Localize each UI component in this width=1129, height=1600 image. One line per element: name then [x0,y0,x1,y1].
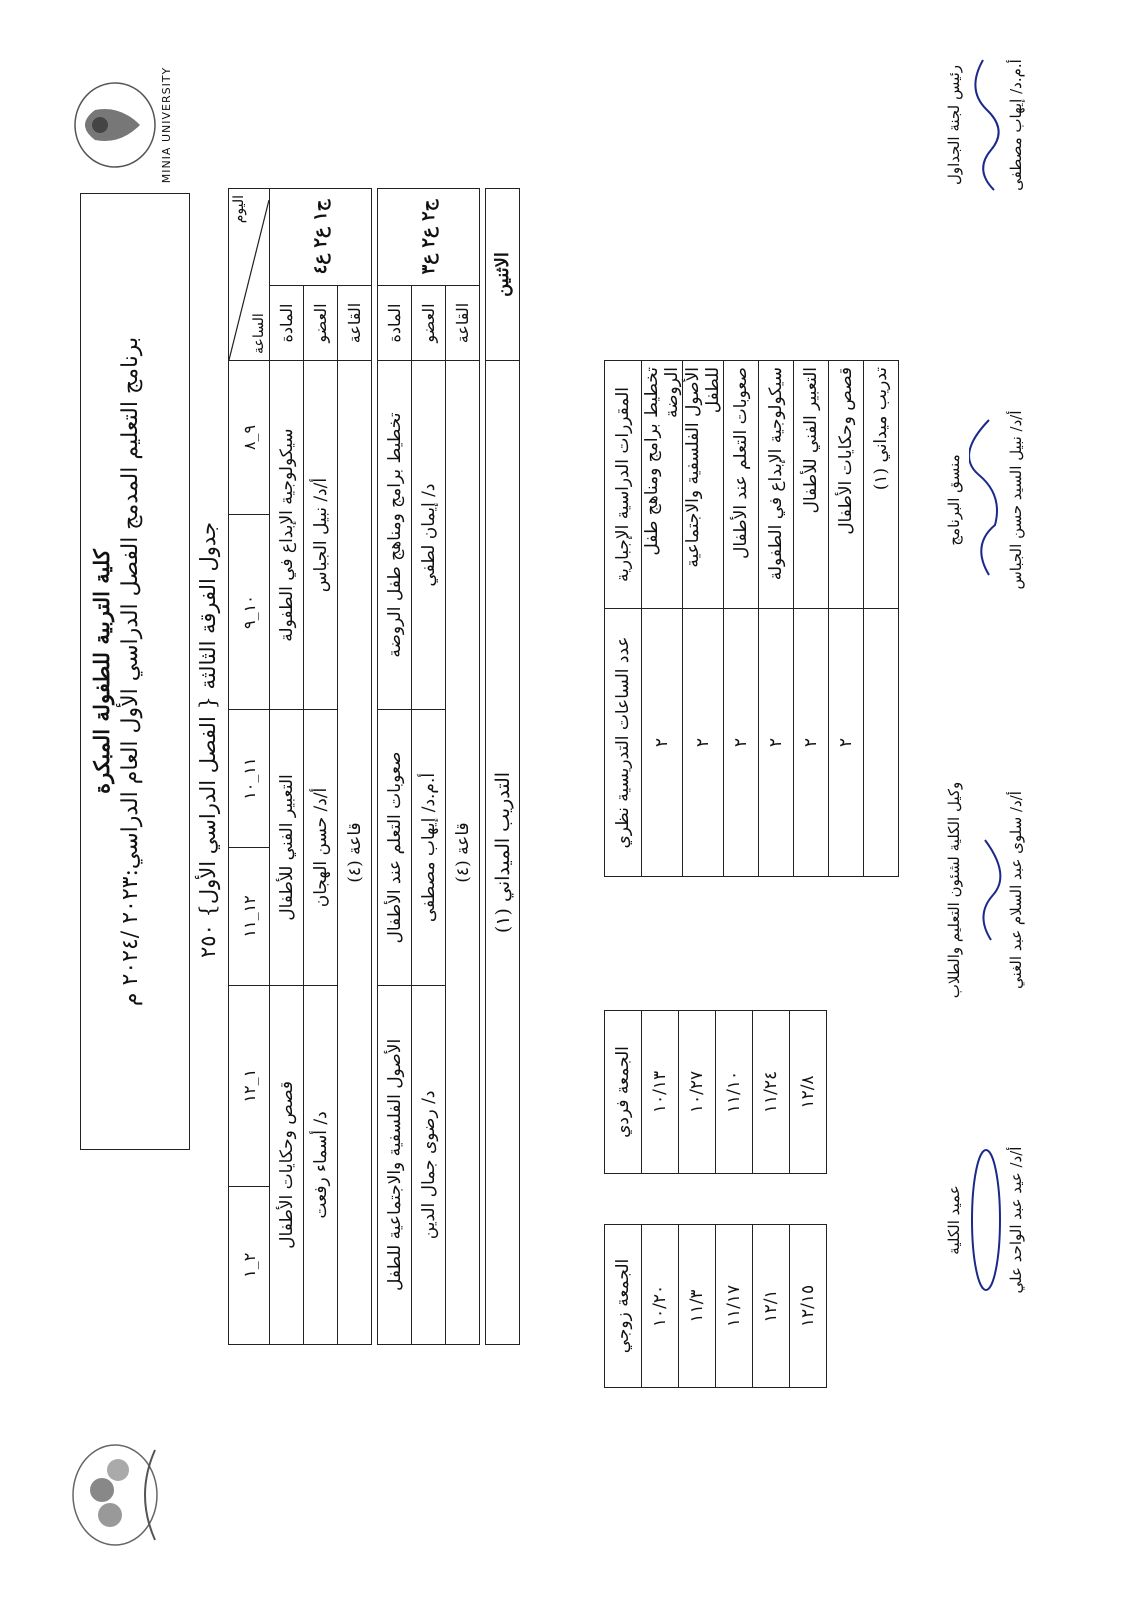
course-name: الأصول الفلسفية والاجتماعية للطفل [683,361,724,609]
title-box [80,193,190,1150]
signature-name: أ/د/ نبيل السيد حسن الجباس [1007,410,1025,590]
minia-university-logo [60,65,185,185]
friday-even-date: ١١/١٧ [716,1225,753,1388]
schedule-table [228,188,520,1345]
room-label: القاعة [338,286,372,361]
handwritten-signature-icon [969,830,1003,950]
group1-member-3: د/ أسماء رفعت [304,985,338,1344]
signature-block-dean [945,1110,1025,1330]
group1-member-1: أ/د/ نبيل الجباس [304,361,338,710]
handwritten-signature-icon [969,1145,1003,1295]
handwritten-signature-icon [969,50,1003,200]
group1-member-row [304,189,338,1345]
signature-name: أ/د/ عيد عبد الواحد علي [1007,1146,1025,1294]
signature-name: أ/د/ سلوى عبد السلام عبد الغني [1007,791,1025,989]
time-slot: ٩_٨ [229,361,270,515]
group1-subject-3: قصص وحكايات الأطفال [270,985,304,1344]
faculty-emblem-icon [60,1430,180,1560]
group2-member-3: د/ رضوى جمال الدين [412,985,446,1344]
group1-subject-2: التعبير الفني للأطفال [270,710,304,986]
course-hours: ٢ [642,609,683,877]
group2-room: قاعة (٤) [446,361,480,1345]
course-row [759,361,794,877]
friday-odd-date: ١٠/٢٧ [679,1011,716,1174]
program-line: برنامج التعليم المدمج الفصل الدراسي الأول العام الدراسي:٢٠٢٣ /٢٠٢٤ م [118,336,143,1007]
group2-member-row [412,189,446,1345]
course-name: قصص وحكايات الأطفال [829,361,864,609]
corner-day-label: اليوم [231,195,247,224]
course-name: تدريب ميداني (١) [864,361,899,609]
friday-odd-date: ١٢/٨ [790,1011,827,1174]
signature-title: منسق البرنامج [945,454,963,546]
friday-even-date: ١١/٣ [679,1225,716,1388]
time-slot: ١١_١٠ [229,710,270,848]
group2-day-label: ج٢ ع٢ ع٣ [378,189,480,286]
friday-odd-table [604,1010,827,1174]
courses-header-hours: عدد الساعات التدريسية نظري [605,609,642,877]
friday-even-table [604,1224,827,1388]
schedule-title: جدول الفرقة الثالثة { الفصل الدراسي الأول} ٢٥٠ [196,522,220,958]
course-name: صعوبات التعلم عند الأطفال [724,361,759,609]
signature-title: رئيس لجنة الجداول [945,64,963,186]
course-row [864,361,899,877]
field-training-cell: التدريب الميداني (١) [486,361,520,1345]
friday-even-header: الجمعة زوجي [605,1225,642,1388]
group1-subject-1: سيكولوجية الإبداع في الطفولة [270,361,304,710]
signature-block-vice-dean [945,740,1025,1040]
faculty-logo [60,1430,185,1560]
course-row [642,361,683,877]
courses-header-row [605,361,642,877]
time-slot: ١٠_٩ [229,515,270,710]
course-row [829,361,864,877]
subject-label: المادة [270,286,304,361]
friday-odd-date: ١٠/١٣ [642,1011,679,1174]
group2-subject-row [378,189,412,1345]
courses-table [604,360,899,877]
group2-subject-2: صعوبات التعلم عند الأطفال [378,710,412,986]
signature-title: عميد الكلية [945,1185,963,1255]
room-label: القاعة [446,286,480,361]
subject-label: المادة [378,286,412,361]
time-slot: ١٢_١١ [229,848,270,986]
time-header-row [229,189,270,1345]
course-name: تخطيط برامج ومناهج طفل الروضة [642,361,683,609]
course-row [724,361,759,877]
handwritten-signature-icon [969,415,1003,585]
signature-block-schedule-committee [945,25,1025,225]
member-label: العضو [412,286,446,361]
time-slot: ٢_١ [229,1186,270,1344]
course-hours: ٢ [759,609,794,877]
corner-hour-label: الساعة [251,313,267,354]
course-row [794,361,829,877]
member-label: العضو [304,286,338,361]
signature-name: أ.م.د/ إيهاب مصطفى [1007,59,1025,191]
time-slot: ١_١٢ [229,985,270,1186]
group1-day-label: ج١ ع٢ ع٤ [270,189,372,286]
monday-row [486,189,520,1345]
course-hours: ٢ [724,609,759,877]
group1-subject-row [270,189,304,1345]
course-hours: ٢ [794,609,829,877]
group1-member-2: أ/د/ حسن الهجان [304,710,338,986]
university-name-text: MINIA UNIVERSITY [160,66,173,184]
course-hours: ٢ [829,609,864,877]
group2-subject-3: الأصول الفلسفية والاجتماعية للطفل [378,985,412,1344]
course-row [683,361,724,877]
group2-room-row [446,189,480,1345]
corner-cell [229,189,270,361]
course-name: سيكولوجية الإبداع في الطفولة [759,361,794,609]
faculty-name: كلية التربية للطفولة المبكرة [89,549,114,794]
courses-header-course: المقررات الدراسية الإجبارية [605,361,642,609]
signature-block-program-coordinator [945,370,1025,630]
friday-even-date: ١٢/١٥ [790,1225,827,1388]
group2-member-2: أ.م.د/ إيهاب مصطفى [412,710,446,986]
group1-room: قاعة (٤) [338,361,372,1345]
friday-even-date: ١٢/١ [753,1225,790,1388]
signature-title: وكيل الكلية لشئون التعليم والطلاب [945,781,963,999]
course-hours [864,609,899,877]
friday-odd-date: ١١/٢٤ [753,1011,790,1174]
friday-odd-date: ١١/١٠ [716,1011,753,1174]
group1-room-row [338,189,372,1345]
friday-even-date: ١٠/٢٠ [642,1225,679,1388]
friday-odd-header: الجمعة فردي [605,1011,642,1174]
group2-member-1: د/ إيمان لطفي [412,361,446,710]
group2-subject-1: تخطيط برامج ومناهج طفل الروضة [378,361,412,710]
monday-label: الاثنين [486,189,520,361]
course-hours: ٢ [683,609,724,877]
course-name: التعبير الفني للأطفال [794,361,829,609]
